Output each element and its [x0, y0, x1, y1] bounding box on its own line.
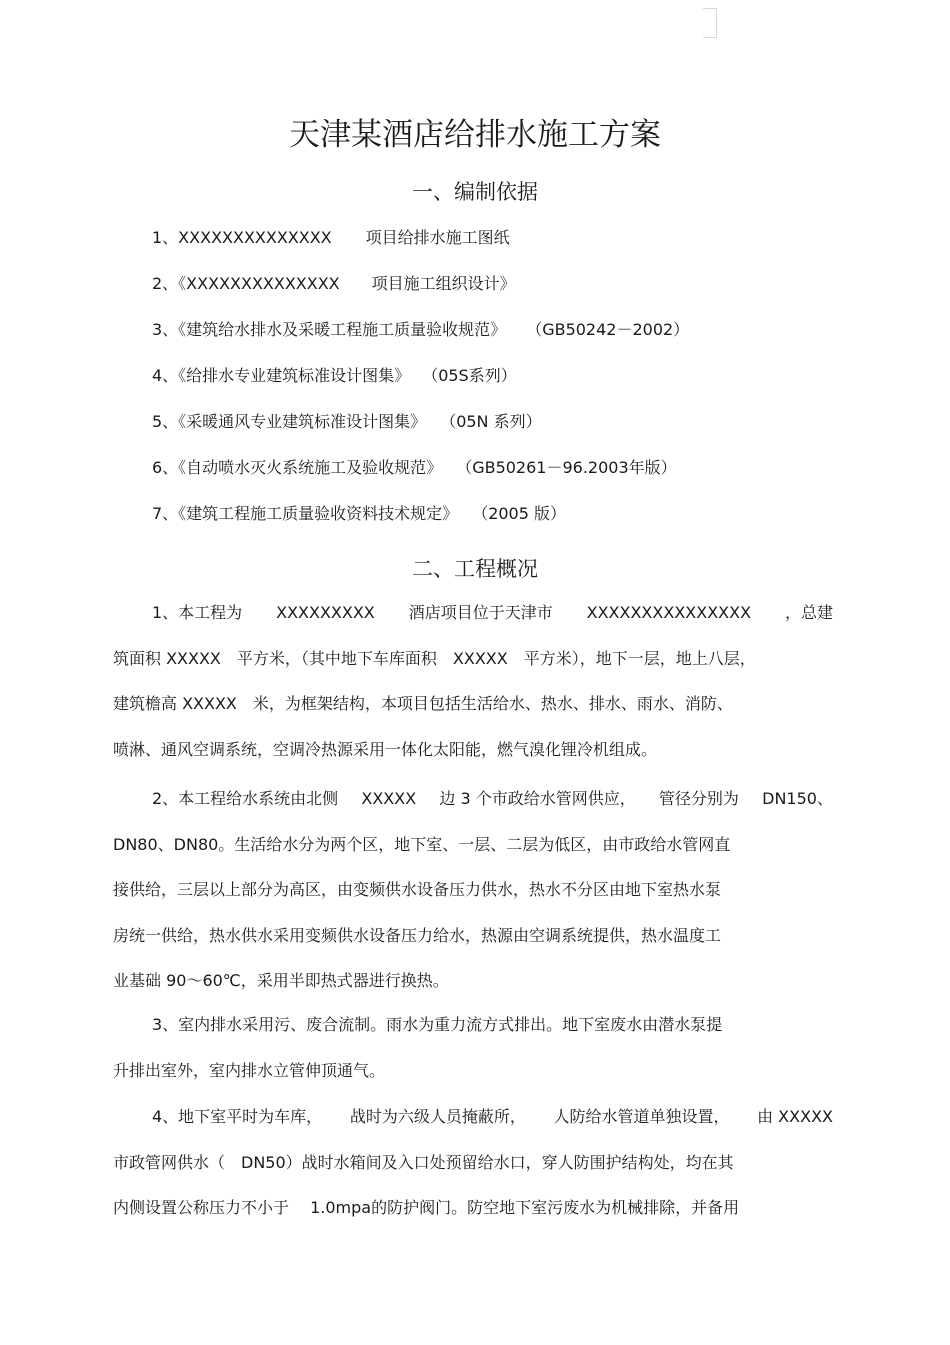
text-run: 1、本工程为 — [152, 603, 243, 622]
text-run: XXXXXXXXX — [276, 603, 375, 622]
reference-detail: （GB50242－2002） — [526, 320, 690, 339]
text-run: 2、本工程给水系统由北侧 — [152, 789, 339, 808]
text-run: 4、地下室平时为车库， — [152, 1107, 323, 1126]
page-corner-mark — [703, 8, 717, 38]
paragraph-overview-2 — [113, 776, 833, 1004]
paragraph-overview-1 — [113, 590, 833, 772]
paragraph-line: 建筑檐高 XXXXX 米，为框架结构，本项目包括生活给水、热水、排水、雨水、消防、 — [113, 694, 733, 713]
paragraph-line: 内侧设置公称压力不小于 1.0mpa的防护阀门。防空地下室污废水为机械排除，并备用 — [113, 1198, 740, 1217]
reference-name: 4、《给排水专业建筑标准设计图集》 — [152, 366, 411, 385]
text-run: XXXXXXXXXXXXXXX — [586, 603, 752, 622]
reference-name: 6、《自动喷水灭火系统施工及验收规范》 — [152, 458, 443, 477]
text-run: 边 3 个市政给水管网供应， — [439, 789, 636, 808]
list-item — [152, 456, 689, 502]
reference-detail: （2005 版） — [472, 504, 566, 523]
text-run: XXXXX — [361, 789, 417, 808]
paragraph-line — [113, 776, 833, 822]
text-run: ，总建 — [784, 603, 833, 622]
reference-name: 2、《XXXXXXXXXXXXXX — [152, 274, 340, 293]
paragraph-line: 业基础 90～60℃，采用半即热式器进行换热。 — [113, 971, 449, 990]
paragraph-line — [113, 1094, 833, 1140]
reference-detail: 项目给排水施工图纸 — [365, 228, 510, 247]
text-run: DN150、 — [762, 789, 833, 808]
section-heading-basis: 一、编制依据 — [412, 180, 538, 204]
paragraph-line: 市政管网供水（ DN50）战时水箱间及入口处预留给水口，穿人防围护结构处，均在其 — [113, 1152, 734, 1172]
reference-name: 7、《建筑工程施工质量验收资料技术规定》 — [152, 504, 459, 523]
document-title: 天津某酒店给排水施工方案 — [289, 117, 661, 153]
paragraph-line — [113, 590, 833, 636]
paragraph-line: 房统一供给，热水供水采用变频供水设备压力给水，热源由空调系统提供，热水温度工 — [113, 925, 722, 945]
paragraph-line: 筑面积 XXXXX 平方米，（其中地下车库面积 XXXXX 平方米），地下一层，地上八层， — [113, 648, 756, 668]
paragraph-line: 3、室内排水采用污、废合流制。雨水为重力流方式排出。地下室废水由潜水泵提 — [152, 1015, 723, 1034]
paragraph-line: 喷淋、通风空调系统，空调冷热源采用一体化太阳能，燃气溴化锂冷机组成。 — [113, 739, 658, 759]
list-item — [152, 226, 689, 272]
text-run: 战时为六级人员掩蔽所， — [349, 1107, 526, 1126]
list-item — [152, 410, 689, 456]
list-item — [152, 318, 689, 364]
paragraph-line: 升排出室外，室内排水立管伸顶通气。 — [113, 1060, 386, 1080]
list-item — [152, 502, 689, 548]
paragraph-line: DN80、DN80。生活给水分为两个区，地下室、一层、二层为低区，由市政给水管网直 — [113, 834, 731, 854]
paragraph-overview-3 — [113, 1002, 722, 1093]
reference-name: 1、XXXXXXXXXXXXXX — [152, 228, 332, 247]
list-item — [152, 364, 689, 410]
reference-detail: （GB50261－96.2003年版） — [456, 458, 677, 477]
paragraph-line: 接供给，三层以上部分为高区，由变频供水设备压力供水，热水不分区由地下室热水泵 — [113, 880, 722, 899]
text-run: 管径分别为 — [658, 789, 739, 808]
paragraph-overview-4 — [113, 1094, 833, 1231]
section-heading-overview: 二、工程概况 — [412, 557, 538, 581]
list-item — [152, 272, 689, 318]
text-run: 酒店项目位于天津市 — [408, 603, 553, 622]
text-run: 人防给水管道单独设置， — [553, 1107, 730, 1126]
reference-name: 5、《采暖通风专业建筑标准设计图集》 — [152, 412, 427, 431]
text-run: 由 XXXXX — [757, 1107, 833, 1126]
reference-name: 3、《建筑给水排水及采暖工程施工质量验收规范》 — [152, 320, 507, 339]
reference-list — [152, 226, 689, 548]
reference-detail: 项目施工组织设计》 — [371, 274, 516, 293]
reference-detail: （05N 系列） — [440, 412, 542, 431]
reference-detail: （05S系列） — [422, 366, 517, 385]
